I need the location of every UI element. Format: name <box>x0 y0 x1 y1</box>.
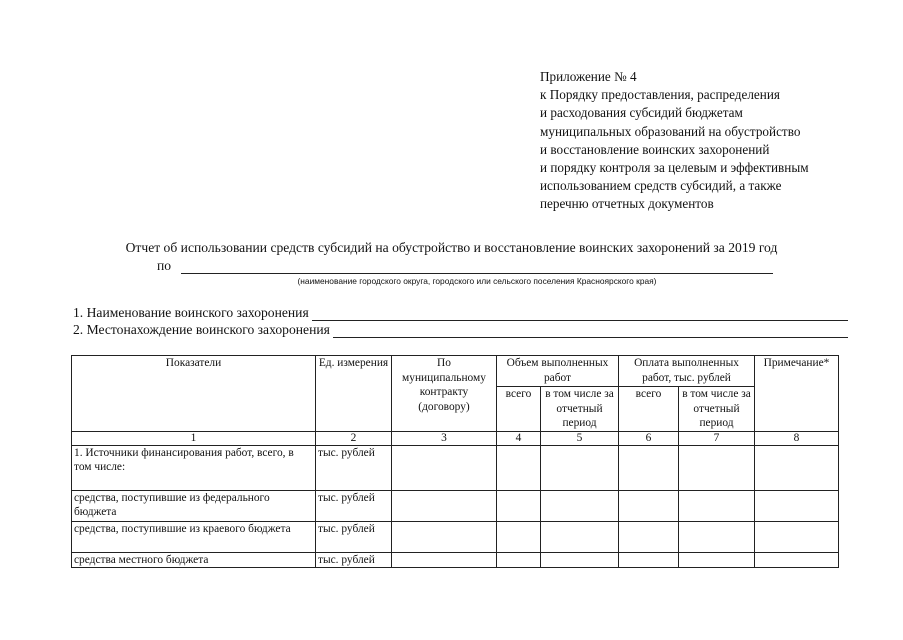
appendix-line: перечню отчетных документов <box>540 196 714 212</box>
header-payment-period: в том числе за отчетный период <box>679 387 755 432</box>
row-unit: тыс. рублей <box>316 445 392 490</box>
burial-location-line <box>73 322 848 338</box>
row-unit: тыс. рублей <box>316 521 392 552</box>
col-number: 3 <box>392 431 497 445</box>
cell-empty <box>497 445 541 490</box>
cell-empty <box>541 445 619 490</box>
row-label: средства, поступившие из федерального бюджета <box>72 490 316 521</box>
header-payment-total: всего <box>619 387 679 432</box>
municipality-fill-line <box>181 273 773 274</box>
po-label: по <box>157 258 172 273</box>
cell-empty <box>619 521 679 552</box>
column-number-row <box>72 431 839 445</box>
cell-empty <box>392 552 497 568</box>
col-number: 7 <box>679 431 755 445</box>
burial-name-line <box>73 305 848 321</box>
row-unit: тыс. рублей <box>316 490 392 521</box>
header-row-1 <box>72 356 839 387</box>
cell-empty <box>755 490 839 521</box>
report-title: Отчет об использовании средств субсидий на обустройство и восстановление воинских захоронений за 2019 год <box>125 240 778 255</box>
row-label: 1. Источники финансирования работ, всего, в том числе: <box>72 445 316 490</box>
header-contract: По муниципальному контракту (договору) <box>392 356 497 432</box>
col-number: 2 <box>316 431 392 445</box>
col-number: 1 <box>72 431 316 445</box>
header-indicators: Показатели <box>72 356 316 432</box>
col-number: 4 <box>497 431 541 445</box>
appendix-line: и расходования субсидий бюджетам <box>540 105 743 121</box>
row-label: средства местного бюджета <box>72 552 316 568</box>
cell-empty <box>392 490 497 521</box>
cell-empty <box>755 445 839 490</box>
row-label: средства, поступившие из краевого бюджета <box>72 521 316 552</box>
cell-empty <box>541 552 619 568</box>
cell-empty <box>497 521 541 552</box>
appendix-line: и восстановление воинских захоронений <box>540 141 770 157</box>
burial-location-fill <box>333 325 848 338</box>
appendix-line: использованием средств субсидий, а также <box>540 178 782 194</box>
cell-empty <box>541 490 619 521</box>
appendix-line: муниципальных образований на обустройство <box>540 123 801 139</box>
table-row <box>72 552 839 568</box>
cell-empty <box>755 521 839 552</box>
report-table <box>71 355 839 568</box>
table-row <box>72 521 839 552</box>
burial-location-label: 2. Местонахождение воинского захоронения <box>73 322 330 337</box>
appendix-line: и порядку контроля за целевым и эффективным <box>540 160 809 176</box>
cell-empty <box>679 445 755 490</box>
header-note: Примечание* <box>755 356 839 432</box>
cell-empty <box>497 552 541 568</box>
appendix-line: к Порядку предоставления, распределения <box>540 87 780 103</box>
table-row <box>72 445 839 490</box>
col-number: 6 <box>619 431 679 445</box>
municipality-caption: (наименование городского округа, городского или сельского поселения Красноярского края) <box>297 276 657 286</box>
burial-name-fill <box>312 308 848 321</box>
cell-empty <box>392 445 497 490</box>
appendix-line: Приложение № 4 <box>540 69 637 84</box>
cell-empty <box>619 552 679 568</box>
col-number: 8 <box>755 431 839 445</box>
table-row <box>72 490 839 521</box>
header-unit: Ед. измерения <box>316 356 392 432</box>
cell-empty <box>619 445 679 490</box>
appendix-header <box>540 68 880 214</box>
cell-empty <box>619 490 679 521</box>
header-volume: Объем выполненных работ <box>497 356 619 387</box>
burial-name-label: 1. Наименование воинского захоронения <box>73 305 309 320</box>
row-unit: тыс. рублей <box>316 552 392 568</box>
cell-empty <box>679 521 755 552</box>
cell-empty <box>541 521 619 552</box>
cell-empty <box>392 521 497 552</box>
col-number: 5 <box>541 431 619 445</box>
header-volume-period: в том числе за отчетный период <box>541 387 619 432</box>
cell-empty <box>755 552 839 568</box>
header-payment: Оплата выполненных работ, тыс. рублей <box>619 356 755 387</box>
cell-empty <box>679 552 755 568</box>
cell-empty <box>679 490 755 521</box>
cell-empty <box>497 490 541 521</box>
header-volume-total: всего <box>497 387 541 432</box>
